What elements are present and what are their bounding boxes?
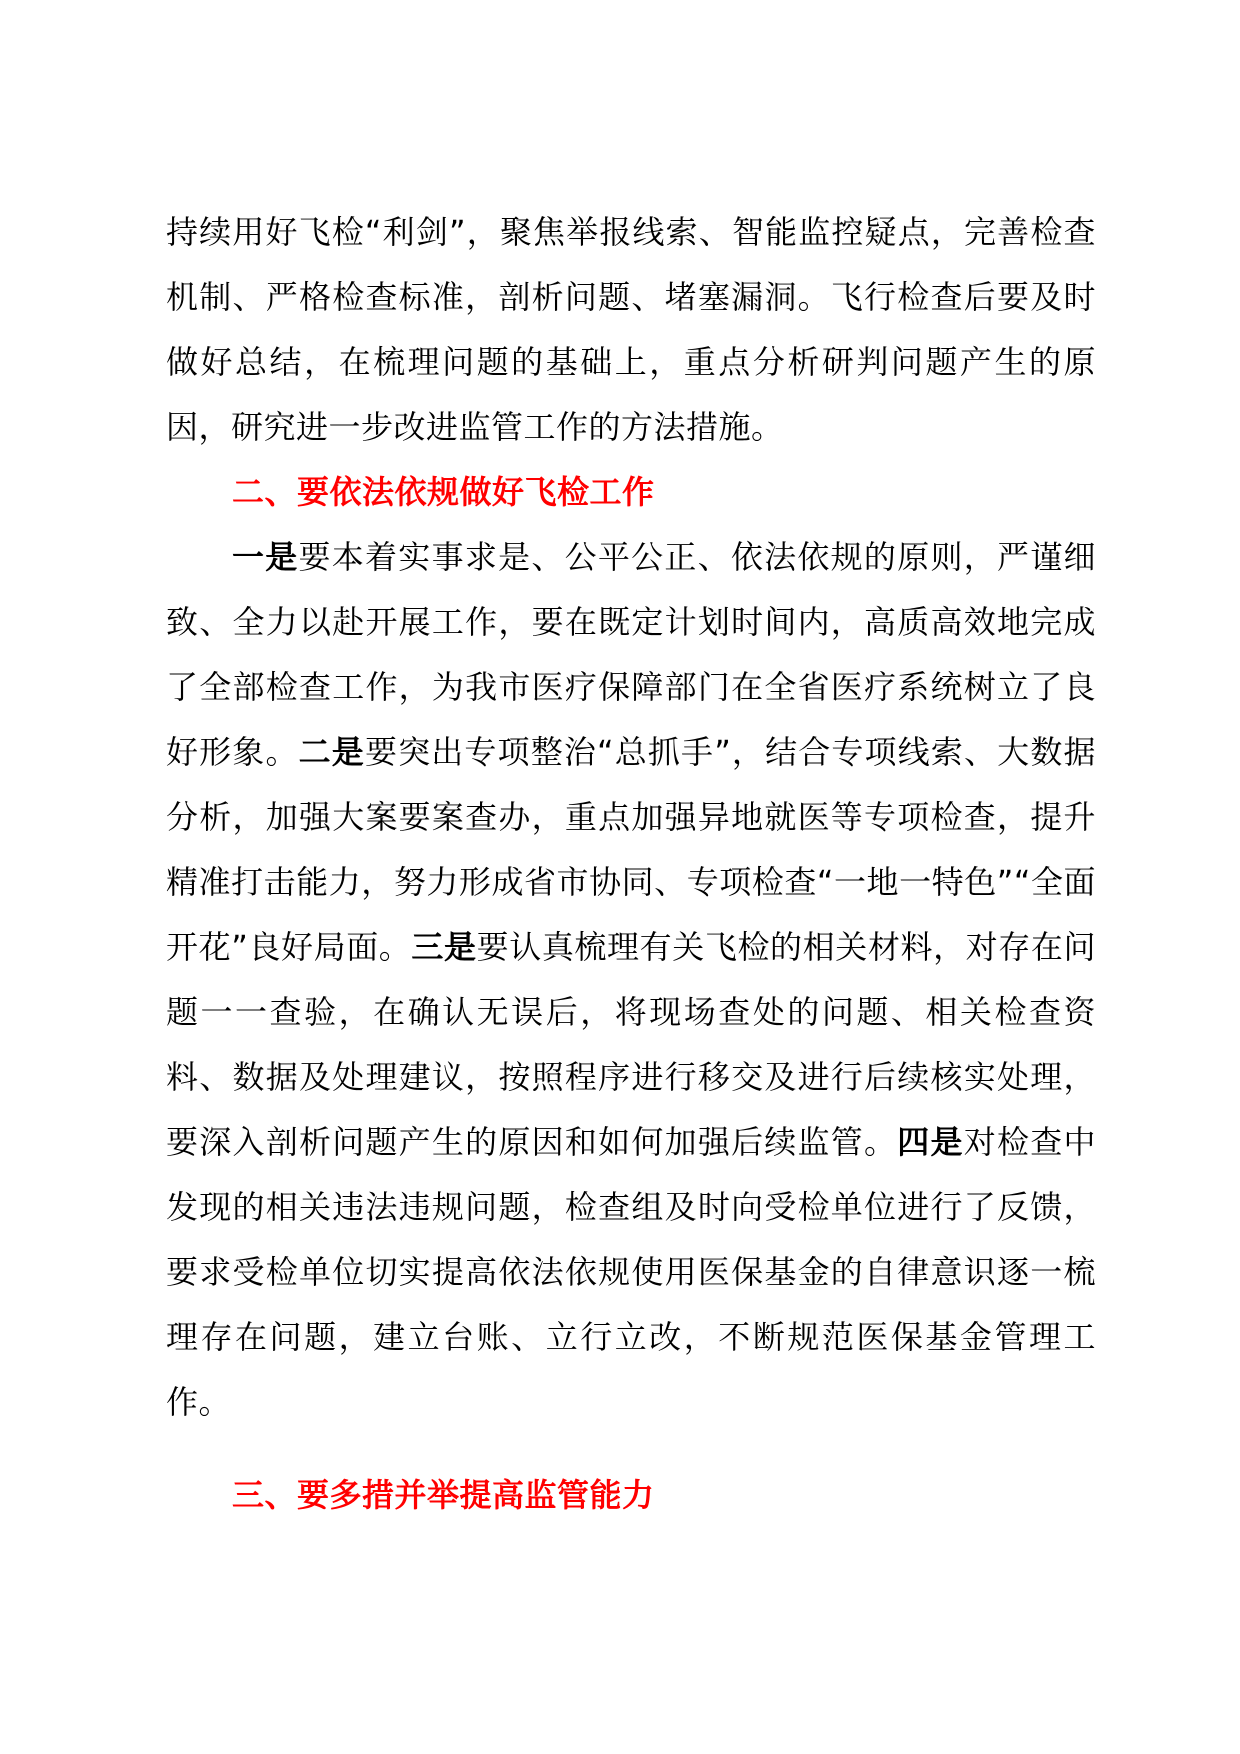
point-label: 三是 [411, 928, 477, 966]
document-page [166, 200, 1096, 1528]
body-paragraph: 持续用好飞检“利剑”，聚焦举报线索、智能监控疑点，完善检查机制、严格检查标准，剖析问题、堵塞漏洞。飞行检查后要及时做好总结，在梳理问题的基础上，重点分析研判问题产生的原因，研究进一步改进监管工作的方法措施。 [166, 213, 1096, 446]
point-text: 对检查中发现的相关违法违规问题，检查组及时向受检单位进行了反馈，要求受检单位切实提高依法依规使用医保基金的自律意识逐一梳理存在问题，建立台账、立行立改，不断规范医保基金管理工作。 [166, 1123, 1096, 1421]
point-label: 一是 [232, 538, 299, 576]
point-text: 要本着实事求是、公平公正、依法依规的原则，严谨细致、全力以赴开展工作，要在既定计划时间内，高质高效地完成了全部检查工作，为我市医疗保障部门在全省医疗系统树立了良好形象。 [166, 538, 1096, 771]
point-label: 四是 [897, 1123, 964, 1161]
point-text: 要突出专项整治“总抓手”，结合专项线索、大数据分析，加强大案要案查办，重点加强异地就医等专项检查，提升精准打击能力，努力形成省市协同、专项检查“一地一特色”“全面开花”良好局面。 [166, 733, 1096, 966]
body-paragraph [166, 525, 1096, 1435]
point-label: 二是 [298, 733, 365, 771]
point-text: 要认真梳理有关飞检的相关材料，对存在问题一一查验，在确认无误后，将现场查处的问题、相关检查资料、数据及处理建议，按照程序进行移交及进行后续核实处理，要深入剖析问题产生的原因和如何加强后续监管。 [166, 928, 1096, 1161]
section-heading: 二、要依法依规做好飞检工作 [232, 473, 655, 511]
section-heading: 三、要多措并举提高监管能力 [232, 1476, 655, 1514]
